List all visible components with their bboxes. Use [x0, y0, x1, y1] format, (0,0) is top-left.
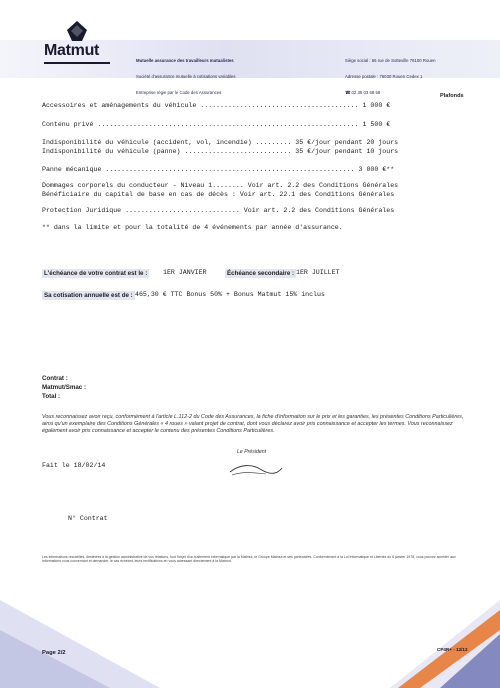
guarantee-line: Dommages corporels du conducteur - Niveau 1........ Voir art. 2.2 des Conditions Générales — [42, 182, 399, 189]
address-line: Siège social : 66 rue de Sotteville 76100 Rouen — [345, 58, 436, 64]
tagline-line: Entreprise régie par le Code des Assurances — [136, 89, 222, 95]
guarantee-line: Panne mécanique ............................................................... 3 000 €** — [42, 166, 395, 173]
echeance-secondary-value: 1ER JUILLET — [296, 269, 340, 276]
logo-underline — [44, 62, 110, 64]
footer-decoration-left — [0, 600, 160, 688]
acknowledgement-paragraph: Vous reconnaissez avoir reçu, conformément à l'article L.112-2 du Code des Assurances, la fiche d'information sur le prix et les garanties, les présentes Conditions Particulières, ainsi qu'un exemplaire des Conditions Générales « 4 roues » valant projet de contrat, dont vous déclarez avoir pris connaissance et accepter les termes. Vous reconnaissez également avoir pris connaissance et accepter le contenu des présentes Conditions Particulières. — [42, 414, 464, 434]
echeance-secondary-label: Échéance secondaire : — [227, 270, 295, 277]
page-number: Page 2/2 — [42, 650, 66, 656]
header-tagline — [136, 48, 235, 105]
brand-name: Matmut — [44, 42, 100, 59]
logo-emblem-icon — [66, 20, 88, 42]
footer-decoration-right — [380, 600, 500, 688]
president-label: Le Président — [237, 449, 267, 455]
guarantee-line: Accessoires et aménagements du véhicule ........................................ 1 000 € — [42, 102, 391, 109]
guarantee-line: Indisponibilité du véhicule (panne) ........................... 35 €/jour pendant 10 jours — [42, 148, 399, 155]
contrat-label: Contrat : — [42, 375, 68, 382]
fait-le: Fait le 18/02/14 — [42, 462, 106, 469]
echeance-label: L'échéance de votre contrat est le : — [44, 270, 148, 277]
total-label: Total : — [42, 393, 61, 400]
signature — [226, 460, 286, 480]
guarantee-line: Protection Juridique ............................. Voir art. 2.2 des Conditions Générales — [42, 207, 395, 214]
plafonds-header: Plafonds — [440, 93, 464, 99]
tagline-line: Société d'assurance mutuelle à cotisations variables — [136, 74, 236, 80]
address-line: Adresse postale : 76030 Rouen Cedex 1 — [345, 74, 423, 80]
guarantee-line: Bénéficiaire du capital de base en cas de décès : Voir art. 22.1 des Conditions Générales — [42, 191, 395, 198]
form-code: CP4R+ - 12/12 — [437, 647, 468, 652]
no-contrat: N° Contrat — [68, 515, 108, 522]
matmut-logo — [44, 20, 114, 70]
cotisation-value: 465,30 € TTC Bonus 50% + Bonus Matmut 15% inclus — [135, 291, 325, 298]
tagline-line: Mutuelle assurance des travailleurs mutualistes — [136, 58, 234, 64]
cotisation-label: Sa cotisation annuelle est de : — [44, 292, 133, 299]
address-line: ☎ 02 35 03 68 68 — [345, 89, 381, 95]
echeance-value: 1ER JANVIER — [163, 269, 207, 276]
header-address — [345, 48, 436, 105]
guarantee-line: Indisponibilité du véhicule (accident, vol, incendie) ......... 35 €/jour pendant 20 jours — [42, 139, 399, 146]
guarantee-line: Contenu privé .................................................................. 1 500 € — [42, 121, 391, 128]
footnote-line: ** dans la limite et pour la totalité de 4 événements par année d'assurance. — [42, 224, 343, 231]
legal-note: Les informations recueillies, destinées à la gestion administrative de vos relations, font l'objet d'un traitement informatique par la Matmut, le Groupe Matmut et ses partenaires. Conformément à la Loi Informatique et Libertés du 6 janvier 1978, vous pouvez accéder aux informations vous concernant et demander, le cas échéant, leurs rectifications en vous adressant directement à la Matmut. — [42, 555, 456, 564]
matmut-smac-label: Matmut/Smac : — [42, 384, 87, 391]
